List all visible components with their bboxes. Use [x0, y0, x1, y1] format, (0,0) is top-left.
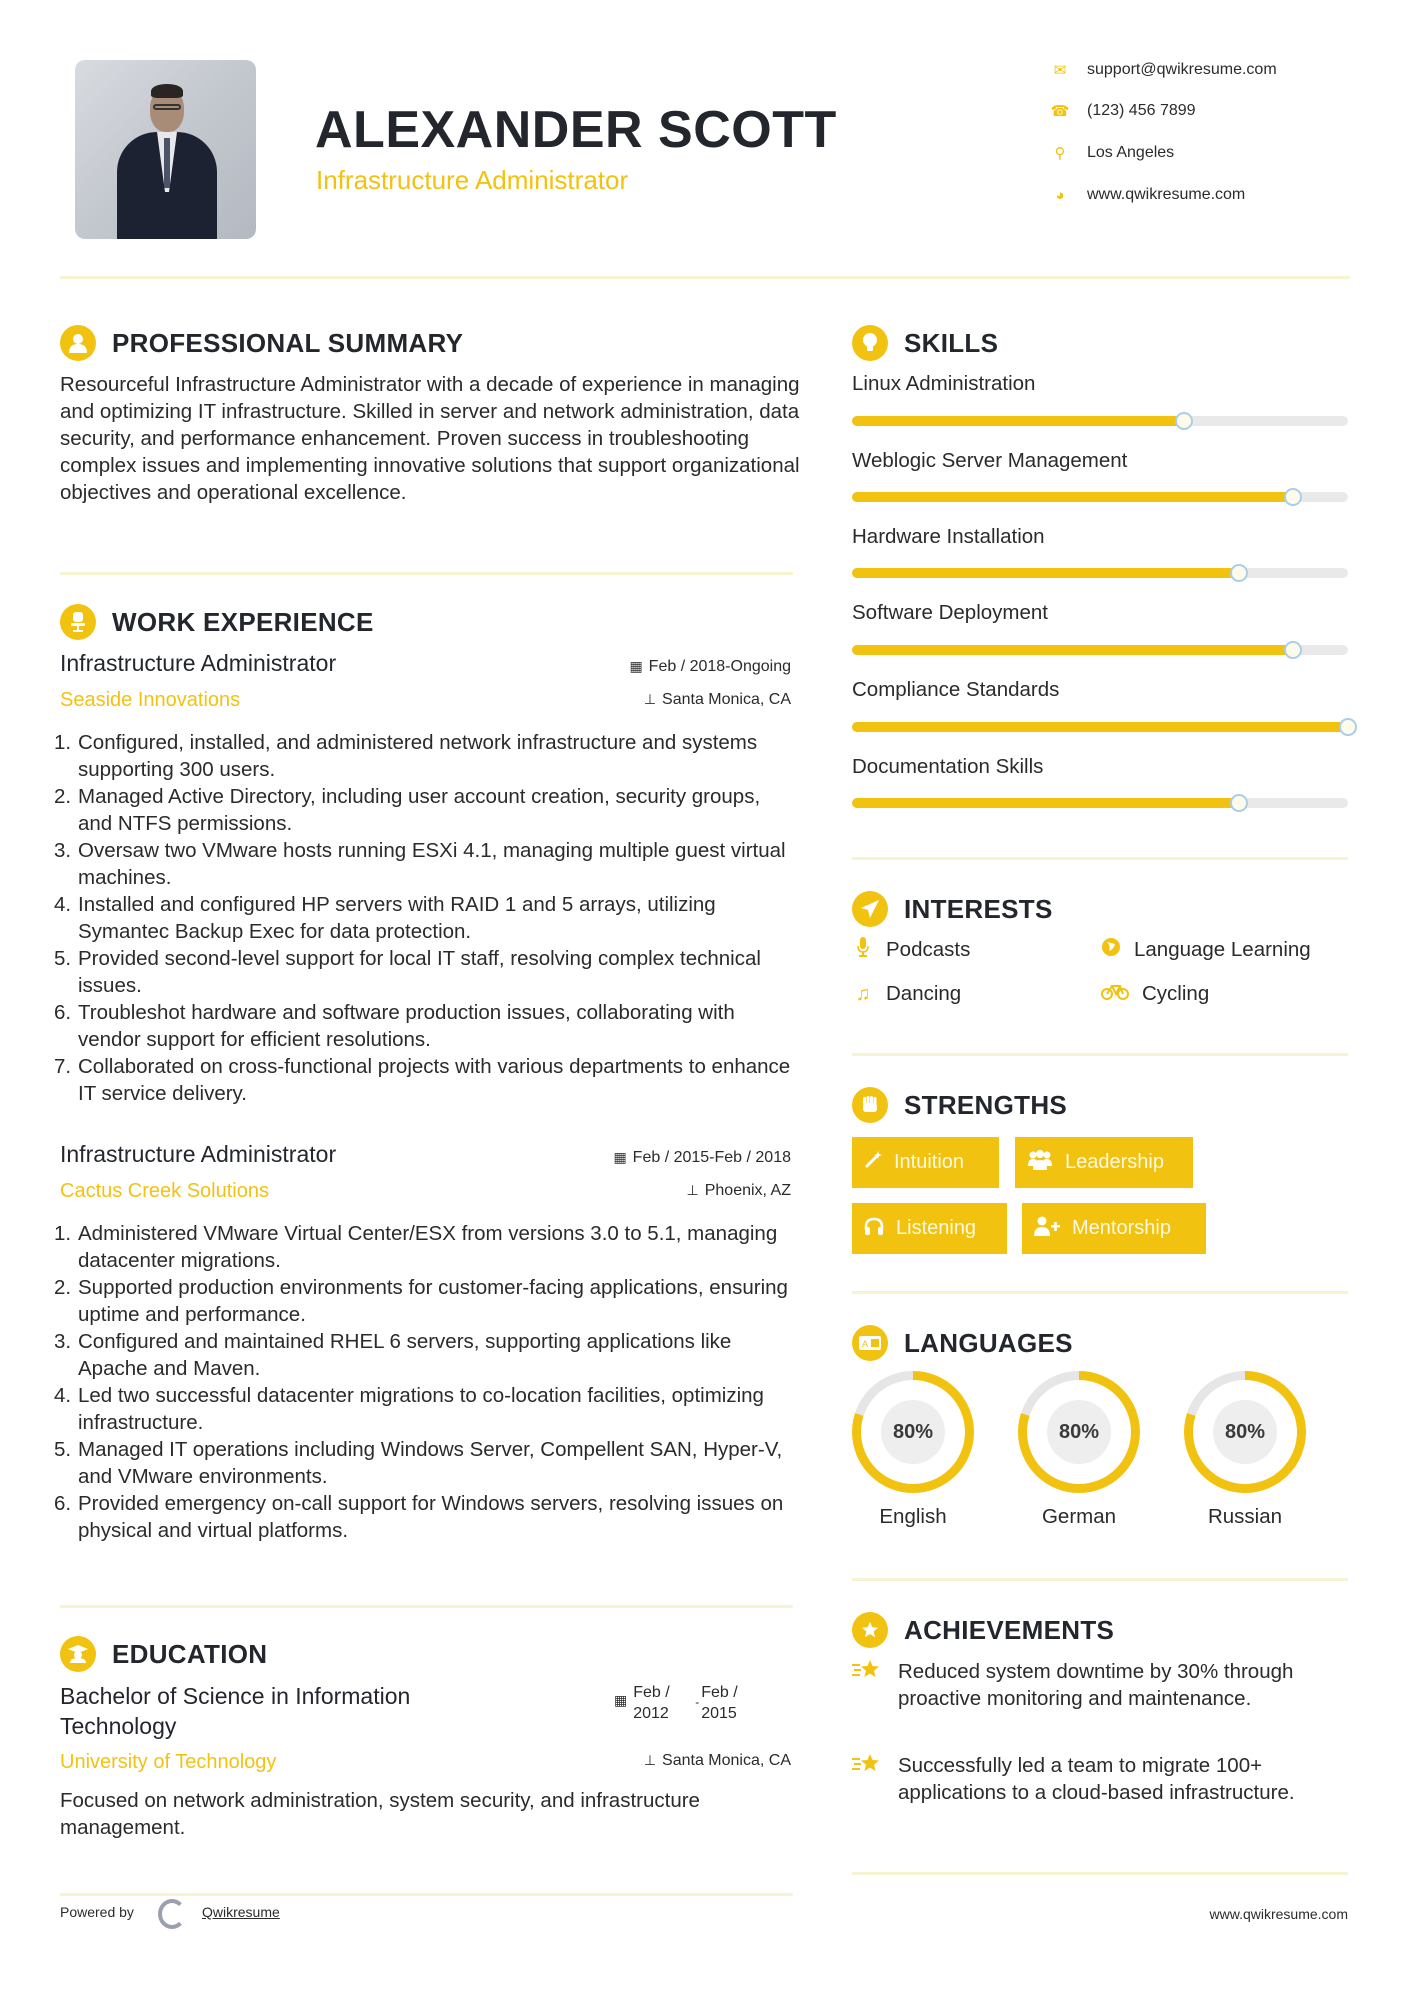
- skill-knob: [1284, 641, 1302, 659]
- section-divider: [852, 1872, 1348, 1875]
- duty-item: 1. Configured, installed, and administered network infrastructure and systems supporting 300 users.: [54, 731, 758, 781]
- skill-bar: [852, 722, 1348, 732]
- pushpin-icon: ⊥: [643, 691, 657, 707]
- skill-bar: [852, 798, 1348, 808]
- paper-plane-icon: [852, 891, 888, 927]
- language-item: [1018, 1371, 1140, 1529]
- section-divider: [852, 1053, 1348, 1056]
- strength-label: Leadership: [1065, 1151, 1164, 1173]
- skill-fill: [852, 722, 1348, 732]
- education-end: Feb / 2015: [701, 1684, 738, 1722]
- map-pin-icon: ⚲: [1054, 145, 1066, 162]
- powered-by-label: Powered by: [60, 1904, 134, 1920]
- interests-heading: [852, 889, 1053, 929]
- strength-badge: [852, 1203, 1007, 1254]
- contact-phone-text: (123) 456 7899: [1087, 102, 1196, 119]
- skill-fill: [852, 645, 1293, 655]
- contact-email-text: support@qwikresume.com: [1087, 61, 1277, 78]
- skill-knob: [1230, 794, 1248, 812]
- duty-item: 3. Oversaw two VMware hosts running ESXi 4.1, managing multiple guest virtual machines.: [54, 839, 786, 889]
- globe-icon: ◕: [1055, 186, 1065, 204]
- education-dates: [614, 1682, 747, 1724]
- pushpin-icon: ⊥: [686, 1182, 699, 1198]
- education-description: Focused on network administration, system security, and infrastructure management.: [60, 1789, 700, 1839]
- skill-fill: [852, 568, 1239, 578]
- skill-knob: [1230, 564, 1248, 582]
- strengths-heading: [852, 1085, 1067, 1125]
- skill-fill: [852, 416, 1184, 426]
- education-location: [644, 1752, 791, 1770]
- qwikresume-link[interactable]: Qwikresume: [202, 1904, 280, 1920]
- magic-wand-icon: [864, 1151, 882, 1174]
- envelope-icon: ✉: [1053, 62, 1067, 79]
- strength-label: Mentorship: [1072, 1217, 1171, 1239]
- interest-item: [852, 937, 970, 963]
- language-percent: 80%: [1047, 1400, 1111, 1464]
- job-dates: [629, 658, 791, 676]
- duty-item: 4. Installed and configured HP servers with RAID 1 and 5 arrays, utilizing Symantec Backup Exec for data protection.: [54, 893, 716, 943]
- photo-glasses: [153, 104, 181, 110]
- duty-item: 5. Managed IT operations including Windows Server, Compellent SAN, Hyper-V, and VMware environments.: [54, 1438, 783, 1488]
- section-divider: [60, 572, 793, 575]
- contact-location-text: Los Angeles: [1087, 144, 1175, 161]
- languages-heading: [852, 1323, 1073, 1363]
- job-location: [644, 691, 791, 709]
- contact-phone[interactable]: [1050, 99, 1380, 123]
- candidate-name: ALEXANDER SCOTT: [315, 101, 837, 159]
- skill-label: Linux Administration: [852, 372, 1036, 395]
- job-location-text: Santa Monica, CA: [662, 691, 791, 708]
- skill-label: Software Deployment: [852, 601, 1048, 624]
- section-divider: [852, 857, 1348, 860]
- achievements-title: ACHIEVEMENTS: [904, 1614, 1115, 1645]
- shooting-star-icon: [852, 1752, 882, 1806]
- pushpin-icon: ⊥: [643, 1752, 657, 1768]
- headphones-icon: [864, 1217, 884, 1240]
- skill-bar: [852, 645, 1348, 655]
- contact-email[interactable]: [1050, 58, 1380, 82]
- job-company: Cactus Creek Solutions: [60, 1180, 269, 1202]
- job-duties: [54, 1220, 800, 1544]
- strength-badge: [1015, 1137, 1193, 1188]
- education-heading: [60, 1634, 267, 1674]
- interest-label: Cycling: [1142, 982, 1210, 1005]
- strength-badge: [1022, 1203, 1206, 1254]
- languages-title: LANGUAGES: [904, 1327, 1073, 1358]
- skill-knob: [1284, 488, 1302, 506]
- achievement-item: [852, 1752, 1348, 1806]
- office-chair-icon: [60, 604, 96, 640]
- user-icon: [60, 325, 96, 361]
- achievement-item: [852, 1658, 1348, 1712]
- summary-text: Resourceful Infrastructure Administrator with a decade of experience in managing and optimizing IT infrastructure. Skilled in server and network administration, data security, and performance enhancement. Proven success in troubleshooting complex issues and implementing innovative solutions that support organizational objectives and operational excellence.: [60, 373, 800, 504]
- duty-item: 4. Led two successful datacenter migrations to co-location facilities, optimizing infrastructure.: [54, 1384, 764, 1434]
- language-name: English: [879, 1505, 947, 1528]
- user-plus-icon: [1034, 1216, 1060, 1241]
- language-donut: [1184, 1371, 1306, 1493]
- degree-title: Bachelor of Science in Information Technology: [60, 1683, 411, 1739]
- skills-heading: [852, 323, 998, 363]
- interest-label: Dancing: [886, 982, 962, 1005]
- work-heading: [60, 602, 374, 642]
- summary-heading: [60, 323, 463, 363]
- achievement-text: Reduced system downtime by 30% through proactive monitoring and maintenance.: [898, 1660, 1294, 1710]
- duty-item: 7. Collaborated on cross-functional projects with various departments to enhance IT service delivery.: [54, 1055, 791, 1105]
- skill-label: Compliance Standards: [852, 678, 1060, 701]
- calendar-icon: ▦: [613, 1149, 627, 1165]
- interest-label: Podcasts: [886, 938, 971, 961]
- interest-item: [1100, 937, 1311, 963]
- star-badge-icon: [852, 1612, 888, 1648]
- achievements-heading: [852, 1610, 1114, 1650]
- language-item: [852, 1371, 974, 1529]
- skill-bar: [852, 568, 1348, 578]
- header-divider: [60, 276, 1350, 279]
- school-name: University of Technology: [60, 1751, 277, 1773]
- job-dates-text: Feb / 2018-Ongoing: [648, 658, 791, 675]
- section-divider: [60, 1893, 793, 1896]
- education-title: EDUCATION: [112, 1638, 268, 1669]
- skill-knob: [1339, 718, 1357, 736]
- job-location: [687, 1182, 791, 1200]
- job-location-text: Phoenix, AZ: [704, 1182, 791, 1199]
- duty-item: 3. Configured and maintained RHEL 6 servers, supporting applications like Apache and Maven.: [54, 1330, 732, 1380]
- skill-label: Weblogic Server Management: [852, 449, 1128, 472]
- job-dates: [613, 1149, 791, 1167]
- globe-icon: [1100, 937, 1122, 963]
- music-note-icon: ♫: [855, 982, 871, 1005]
- section-divider: [852, 1291, 1348, 1294]
- footer-website[interactable]: www.qwikresume.com: [1209, 1906, 1348, 1922]
- duty-item: 2. Supported production environments for customer-facing applications, ensuring uptime and performance.: [54, 1276, 788, 1326]
- skill-fill: [852, 492, 1293, 502]
- language-name: German: [1041, 1505, 1117, 1528]
- language-donut: [1018, 1371, 1140, 1493]
- photo-tie: [164, 138, 170, 188]
- bicycle-icon: [1100, 983, 1130, 1006]
- skill-fill: [852, 798, 1239, 808]
- phone-icon: ☎: [1050, 103, 1070, 120]
- job-dates-text: Feb / 2015-Feb / 2018: [632, 1149, 791, 1166]
- duty-item: 5. Provided second-level support for local IT staff, resolving complex technical issues.: [54, 947, 761, 997]
- duty-item: 1. Administered VMware Virtual Center/ESX from versions 3.0 to 5.1, managing datacenter migrations.: [54, 1222, 778, 1272]
- interest-item: [1100, 982, 1209, 1006]
- interests-title: INTERESTS: [904, 893, 1053, 924]
- strength-label: Intuition: [894, 1151, 965, 1173]
- language-percent: 80%: [881, 1400, 945, 1464]
- education-location-text: Santa Monica, CA: [662, 1752, 791, 1769]
- graduate-icon: [60, 1636, 96, 1672]
- calendar-icon: ▦: [629, 658, 643, 674]
- qwikresume-logo-icon: [158, 1899, 186, 1929]
- shooting-star-icon: [852, 1658, 882, 1712]
- skills-title: SKILLS: [904, 327, 999, 358]
- language-donut: [852, 1371, 974, 1493]
- svg-text:A: A: [862, 1339, 869, 1349]
- calendar-icon: ▦: [614, 1692, 628, 1708]
- date-separator: -: [695, 1695, 700, 1709]
- achievement-text: Successfully led a team to migrate 100+ applications to a cloud-based infrastructure.: [898, 1754, 1295, 1804]
- contact-location: [1050, 141, 1380, 165]
- contact-website-text: www.qwikresume.com: [1087, 186, 1246, 203]
- microphone-icon: [852, 937, 874, 963]
- section-divider: [60, 1605, 793, 1608]
- language-name: Russian: [1207, 1505, 1283, 1528]
- strength-badge: [852, 1137, 999, 1188]
- strength-label: Listening: [896, 1217, 977, 1239]
- skill-label: Documentation Skills: [852, 755, 1044, 778]
- duty-item: 2. Managed Active Directory, including user account creation, security groups, and NTFS permissions.: [54, 785, 761, 835]
- translate-icon: [852, 1325, 888, 1361]
- contact-website[interactable]: [1050, 183, 1380, 207]
- education-start: Feb / 2012: [633, 1684, 670, 1722]
- strengths-title: STRENGTHS: [904, 1089, 1068, 1120]
- photo-hair: [151, 84, 183, 98]
- skill-bar: [852, 492, 1348, 502]
- profile-photo: [75, 60, 256, 239]
- candidate-title: Infrastructure Administrator: [316, 165, 629, 195]
- language-percent: 80%: [1213, 1400, 1277, 1464]
- summary-title: PROFESSIONAL SUMMARY: [112, 327, 464, 358]
- duty-item: 6. Provided emergency on-call support for Windows servers, resolving issues on physical and virtual platforms.: [54, 1492, 784, 1542]
- job-title: Infrastructure Administrator: [60, 650, 337, 676]
- work-title: WORK EXPERIENCE: [112, 606, 374, 637]
- section-divider: [852, 1578, 1348, 1581]
- interest-item: [852, 982, 961, 1006]
- job-company: Seaside Innovations: [60, 689, 241, 711]
- job-duties: [54, 729, 800, 1107]
- fist-icon: [852, 1087, 888, 1123]
- interest-label: Language Learning: [1134, 938, 1311, 961]
- users-icon: [1027, 1150, 1053, 1175]
- duty-item: 6. Troubleshot hardware and software production issues, collaborating with vendor support for efficient resolutions.: [54, 1001, 735, 1051]
- lightbulb-icon: [852, 325, 888, 361]
- skill-label: Hardware Installation: [852, 525, 1045, 548]
- job-title: Infrastructure Administrator: [60, 1141, 337, 1167]
- skill-knob: [1175, 412, 1193, 430]
- language-item: [1184, 1371, 1306, 1529]
- skill-bar: [852, 416, 1348, 426]
